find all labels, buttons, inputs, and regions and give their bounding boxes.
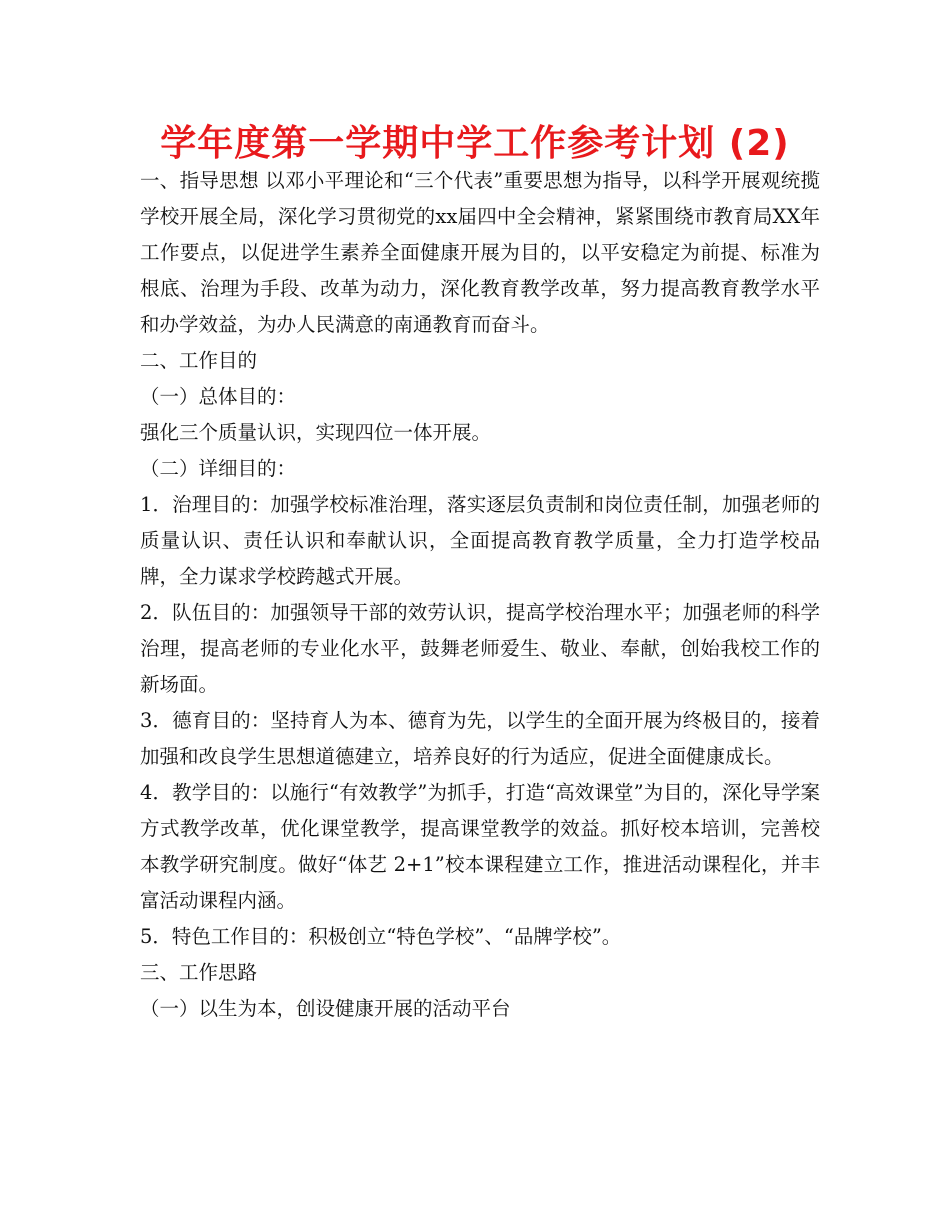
- heading-work-approach: 三、工作思路: [140, 961, 258, 984]
- paragraph-special-work-goal: 5．特色工作目的：积极创立“特色学校”、“品牌学校”。: [140, 925, 622, 948]
- subheading-student-centered: （一）以生为本，创设健康开展的活动平台: [140, 997, 511, 1020]
- paragraph-teaching-goal: 4．教学目的：以施行“有效教学”为抓手，打造“高效课堂”为目的，深化导学案方式教学改革，优化课堂教学，提高课堂教学的效益。抓好校本培训，完善校本教学研究制度。做好“体艺 2+1”校本课程建立工作，推进活动课程化，并丰富活动课程内涵。: [140, 781, 820, 912]
- paragraph-team-goal: 2．队伍目的：加强领导干部的效劳认识，提高学校治理水平；加强老师的科学治理，提高老师的专业化水平，鼓舞老师爱生、敬业、奉献，创始我校工作的新场面。: [140, 601, 820, 696]
- paragraph-moral-education-goal: 3．德育目的：坚持育人为本、德育为先，以学生的全面开展为终极目的，接着加强和改良学生思想道德建立，培养良好的行为适应，促进全面健康成长。: [140, 709, 820, 768]
- paragraph-overall-goal: 强化三个质量认识，实现四位一体开展。: [140, 421, 492, 444]
- subheading-detailed-goals: （二）详细目的：: [140, 457, 297, 480]
- paragraph-management-goal: 1．治理目的：加强学校标准治理，落实逐层负责制和岗位责任制，加强老师的质量认识、责任认识和奉献认识，全面提高教育教学质量，全力打造学校品牌，全力谋求学校跨越式开展。: [140, 493, 820, 588]
- subheading-overall-goal: （一）总体目的：: [140, 385, 297, 408]
- paragraph-guiding-ideology: 一、指导思想 以邓小平理论和“三个代表”重要思想为指导，以科学开展观统揽学校开展全局，深化学习贯彻党的xx届四中全会精神，紧紧围绕市教育局XX年工作要点，以促进学生素养全面健康开展为目的，以平安稳定为前提、标准为根底、治理为手段、改革为动力，深化教育教学改革，努力提高教育教学水平和办学效益，为办人民满意的南通教育而奋斗。: [140, 169, 820, 336]
- heading-work-goals: 二、工作目的: [140, 349, 258, 372]
- document-title: 学年度第一学期中学工作参考计划 (2): [160, 123, 790, 164]
- document-body: [140, 163, 820, 1027]
